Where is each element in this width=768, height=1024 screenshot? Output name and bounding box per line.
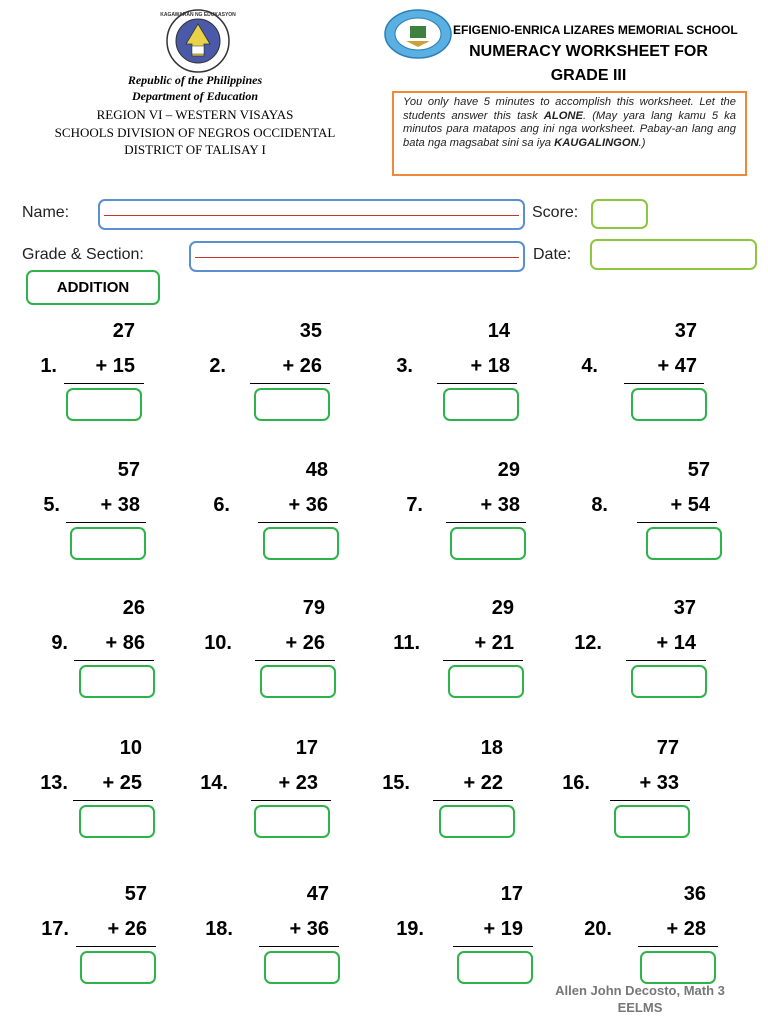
- answer-box[interactable]: [66, 388, 142, 421]
- second-addend: + 38: [100, 494, 140, 516]
- sum-line: [258, 522, 338, 523]
- problem-number: 2.: [209, 355, 226, 377]
- score-field[interactable]: [591, 199, 648, 229]
- answer-box[interactable]: [457, 951, 533, 984]
- first-addend: 26: [122, 597, 145, 619]
- sum-line: [66, 522, 146, 523]
- first-addend: 17: [500, 883, 523, 905]
- sum-line: [74, 660, 154, 661]
- problem-number: 19.: [396, 918, 424, 940]
- name-field[interactable]: [98, 199, 525, 230]
- answer-box[interactable]: [631, 388, 707, 421]
- sum-line: [259, 946, 339, 947]
- sum-line: [637, 522, 717, 523]
- answer-box[interactable]: [640, 951, 716, 984]
- second-addend: + 47: [657, 355, 697, 377]
- district-text: DISTRICT OF TALISAY I: [124, 142, 266, 157]
- answer-box[interactable]: [79, 665, 155, 698]
- addition-section-label: ADDITION: [26, 270, 160, 305]
- sum-line: [433, 800, 513, 801]
- first-addend: 27: [112, 320, 135, 342]
- second-addend: + 25: [102, 772, 142, 794]
- first-addend: 14: [487, 320, 510, 342]
- second-addend: + 26: [282, 355, 322, 377]
- sum-line: [250, 383, 330, 384]
- first-addend: 10: [119, 737, 142, 759]
- first-addend: 77: [656, 737, 679, 759]
- second-addend: + 21: [474, 632, 514, 654]
- second-addend: + 18: [470, 355, 510, 377]
- problem-number: 3.: [396, 355, 413, 377]
- deped-seal-text: KAGAWARAN NG EDUKASYON: [160, 12, 236, 18]
- author-line-1: Allen John Decosto, Math 3: [555, 983, 725, 998]
- second-addend: + 36: [289, 918, 329, 940]
- problem-number: 10.: [204, 632, 232, 654]
- sum-line: [443, 660, 523, 661]
- problem-number: 14.: [200, 772, 228, 794]
- note-text-2: . (May yara lang kamu 5 ka minutos para matapos ang ini nga worksheet. Pabay-an lang ang bata nga magsabat sini sa iya: [403, 109, 736, 149]
- problem-number: 12.: [574, 632, 602, 654]
- answer-box[interactable]: [260, 665, 336, 698]
- second-addend: + 38: [480, 494, 520, 516]
- grade-section-field[interactable]: [189, 241, 525, 272]
- problem-number: 1.: [40, 355, 57, 377]
- date-label: Date:: [533, 246, 572, 263]
- first-addend: 57: [124, 883, 147, 905]
- first-addend: 57: [117, 459, 140, 481]
- school-name: EFIGENIO-ENRICA LIZARES MEMORIAL SCHOOL: [453, 23, 738, 37]
- problem-number: 18.: [205, 918, 233, 940]
- answer-box[interactable]: [254, 388, 330, 421]
- sum-line: [626, 660, 706, 661]
- answer-box[interactable]: [614, 805, 690, 838]
- second-addend: + 19: [483, 918, 523, 940]
- problem-number: 15.: [382, 772, 410, 794]
- problem-number: 13.: [40, 772, 68, 794]
- problem-number: 4.: [581, 355, 598, 377]
- answer-box[interactable]: [448, 665, 524, 698]
- second-addend: + 33: [639, 772, 679, 794]
- answer-box[interactable]: [450, 527, 526, 560]
- note-bold-kaugalingon: KAUGALINGON: [554, 136, 639, 149]
- sum-line: [638, 946, 718, 947]
- second-addend: + 15: [95, 355, 135, 377]
- answer-box[interactable]: [70, 527, 146, 560]
- department-text: Department of Education: [131, 89, 258, 103]
- sum-line: [251, 800, 331, 801]
- sum-line: [437, 383, 517, 384]
- sum-line: [610, 800, 690, 801]
- second-addend: + 22: [463, 772, 503, 794]
- answer-box[interactable]: [443, 388, 519, 421]
- problem-number: 11.: [393, 632, 420, 654]
- instruction-note: [392, 91, 747, 176]
- second-addend: + 26: [107, 918, 147, 940]
- worksheet-grade: GRADE III: [550, 67, 627, 84]
- author-line-2: EELMS: [617, 1000, 663, 1015]
- second-addend: + 54: [670, 494, 710, 516]
- note-text-3: .): [638, 136, 646, 149]
- division-text: SCHOOLS DIVISION OF NEGROS OCCIDENTAL: [54, 125, 336, 140]
- problem-number: 8.: [591, 494, 608, 516]
- problem-number: 7.: [406, 494, 423, 516]
- problem-number: 9.: [51, 632, 68, 654]
- problem-number: 5.: [43, 494, 60, 516]
- second-addend: + 23: [278, 772, 318, 794]
- grade-section-label: Grade & Section:: [22, 246, 144, 263]
- sum-line: [624, 383, 704, 384]
- name-label: Name:: [22, 204, 70, 221]
- second-addend: + 14: [656, 632, 696, 654]
- first-addend: 18: [480, 737, 503, 759]
- first-addend: 29: [497, 459, 520, 481]
- answer-box[interactable]: [263, 527, 339, 560]
- problem-number: 16.: [562, 772, 590, 794]
- note-bold-alone: ALONE: [543, 109, 583, 122]
- first-addend: 47: [306, 883, 329, 905]
- problem-number: 17.: [41, 918, 69, 940]
- first-addend: 37: [673, 597, 696, 619]
- problem-number: 6.: [213, 494, 230, 516]
- sum-line: [453, 946, 533, 947]
- answer-box[interactable]: [264, 951, 340, 984]
- sum-line: [446, 522, 526, 523]
- answer-box[interactable]: [646, 527, 722, 560]
- second-addend: + 86: [105, 632, 145, 654]
- second-addend: + 36: [288, 494, 328, 516]
- answer-box[interactable]: [254, 805, 330, 838]
- answer-box[interactable]: [439, 805, 515, 838]
- first-addend: 79: [302, 597, 325, 619]
- first-addend: 37: [674, 320, 697, 342]
- score-label: Score:: [532, 204, 579, 221]
- worksheet-title: NUMERACY WORKSHEET FOR: [469, 43, 708, 60]
- sum-line: [64, 383, 144, 384]
- answer-box[interactable]: [631, 665, 707, 698]
- author-credit: [520, 982, 760, 1016]
- first-addend: 36: [683, 883, 706, 905]
- first-addend: 29: [491, 597, 514, 619]
- second-addend: + 28: [666, 918, 706, 940]
- answer-box[interactable]: [80, 951, 156, 984]
- sum-line: [76, 946, 156, 947]
- note-text-1: You only have 5 minutes to accomplish this worksheet. Let the students answer this task: [403, 96, 736, 122]
- answer-box[interactable]: [79, 805, 155, 838]
- first-addend: 35: [299, 320, 322, 342]
- sum-line: [255, 660, 335, 661]
- first-addend: 57: [687, 459, 710, 481]
- sum-line: [73, 800, 153, 801]
- first-addend: 17: [295, 737, 318, 759]
- second-addend: + 26: [285, 632, 325, 654]
- date-field[interactable]: [590, 239, 757, 270]
- republic-text: Republic of the Philippines: [127, 73, 263, 87]
- school-seal-icon: [384, 9, 452, 59]
- first-addend: 48: [305, 459, 328, 481]
- problem-number: 20.: [584, 918, 612, 940]
- region-text: REGION VI – WESTERN VISAYAS: [96, 107, 294, 122]
- deped-seal-icon: [158, 8, 238, 74]
